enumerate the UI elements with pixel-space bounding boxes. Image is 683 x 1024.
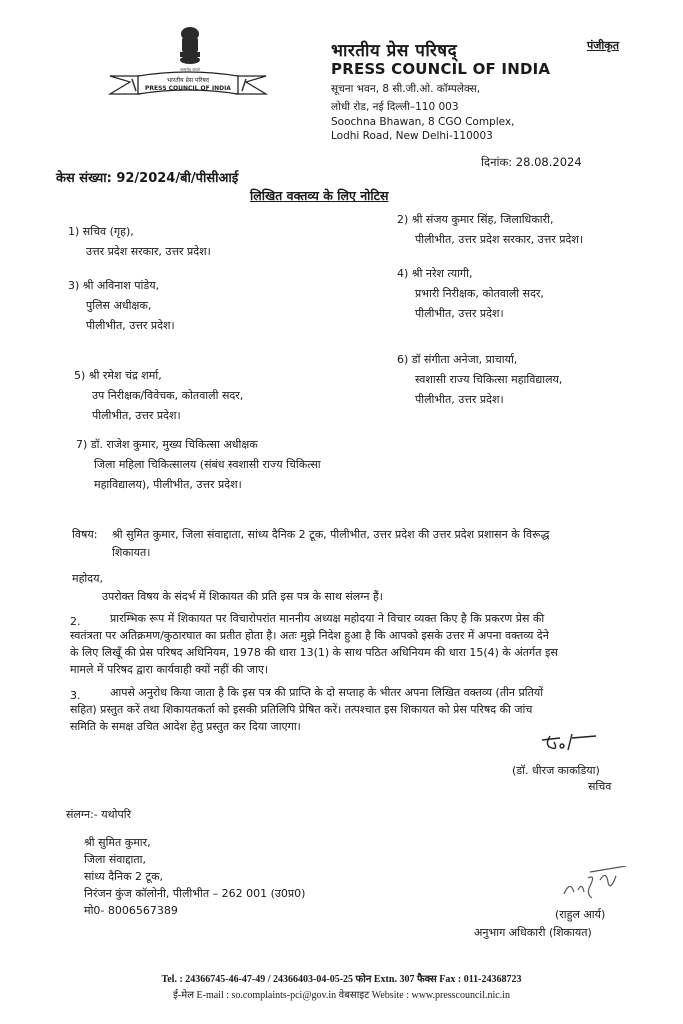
addressee-5: 5) श्री रमेश चंद्र शर्मा, उप निरीक्षक/विवेचक, कोतवाली सदर, पीलीभीत, उत्तर प्रदेश। <box>74 369 244 422</box>
section-officer-name: (राहुल आर्य) <box>555 908 606 921</box>
org-name-hindi: भारतीय प्रेस परिषद् <box>331 41 458 61</box>
subject-line-1: श्री सुमित कुमार, जिला संवाद्दाता, सांध्य दैनिक 2 टूक, पीलीभीत, उत्तर प्रदेश की उत्तर प्रदेश प्रशासन के विरूद्ध <box>112 528 550 541</box>
secretary-name: (डॉ. धीरज काकडिया) <box>512 764 600 777</box>
addressee-6: 6) डॉ संगीता अनेजा, प्राचार्या, स्वशासी राज्य चिकित्सा महाविद्यालय, पीलीभीत, उत्तर प्रदेश। <box>397 353 563 406</box>
secretary-designation: सचिव <box>588 780 612 793</box>
addressee-7: 7) डॉ. राजेश कुमार, मुख्य चिकित्सा अधीक्षक जिला महिला चिकित्सालय (संबंध स्वशासी राज्य चिकित्सा महाविद्यालय), पीलीभीत, उत्तर प्रदेश। <box>76 438 321 491</box>
secretary-signature-icon <box>540 730 600 760</box>
letter-date: दिनांक: 28.08.2024 <box>481 155 582 169</box>
addressee-4: 4) श्री नरेश त्यागी, प्रभारी निरीक्षक, कोतवाली सदर, पीलीभीत, उत्तर प्रदेश। <box>397 267 544 320</box>
svg-text:भारतीय प्रेस परिषद: भारतीय प्रेस परिषद <box>166 77 210 84</box>
org-name-english: PRESS COUNCIL OF INDIA <box>331 60 551 78</box>
press-council-emblem-icon <box>108 24 268 104</box>
notice-title: लिखित वक्तव्य के लिए नोटिस <box>250 188 389 203</box>
footer-contact-web: ई-मेल E-mail : so.complaints-pci@gov.in वेबसाइट Website : www.presscouncil.nic.in <box>173 990 510 1001</box>
address-hindi-line1: सूचना भवन, 8 सी.जी.ओ. कॉम्पलेक्स, <box>331 83 481 95</box>
footer-contact-phone: Tel. : 24366745-46-47-49 / 24366403-04-05-25 फोन Extn. 307 फैक्स Fax : 011-24368723 <box>161 974 522 985</box>
subject-line-2: शिकायत। <box>112 546 151 559</box>
address-english-line1: Soochna Bhawan, 8 CGO Complex, <box>331 116 515 128</box>
section-officer-signature-icon <box>560 866 630 902</box>
address-hindi-line2: लोधी रोड, नई दिल्ली–110 003 <box>331 101 459 113</box>
salutation: महोदय, <box>72 572 103 585</box>
addressee-2: 2) श्री संजय कुमार सिंह, जिलाधिकारी, पीलीभीत, उत्तर प्रदेश सरकार, उत्तर प्रदेश। <box>397 213 584 246</box>
case-number: केस संख्या: 92/2024/बी/पीसीआई <box>56 171 239 186</box>
addressee-3: 3) श्री अविनाश पांडेय, पुलिस अधीक्षक, पीलीभीत, उत्तर प्रदेश। <box>68 279 175 332</box>
section-officer-designation: अनुभाग अधिकारी (शिकायत) <box>474 926 592 939</box>
svg-text:PRESS COUNCIL OF INDIA: PRESS COUNCIL OF INDIA <box>145 85 231 92</box>
address-english-line2: Lodhi Road, New Delhi-110003 <box>331 130 493 142</box>
subject-label: विषय: <box>72 528 98 541</box>
paragraph-1: उपरोक्त विषय के संदर्भ में शिकायत की प्रति इस पत्र के साथ संलग्न हैं। <box>102 590 383 603</box>
enclosure-label: संलग्न:- यथोपरि <box>66 808 132 821</box>
svg-text:सत्यमेव जयते: सत्यमेव जयते <box>180 67 200 72</box>
addressee-1: 1) सचिव (गृह), उत्तर प्रदेश सरकार, उत्तर प्रदेश। <box>68 225 211 258</box>
registered-label: पंजीकृत <box>587 39 619 52</box>
